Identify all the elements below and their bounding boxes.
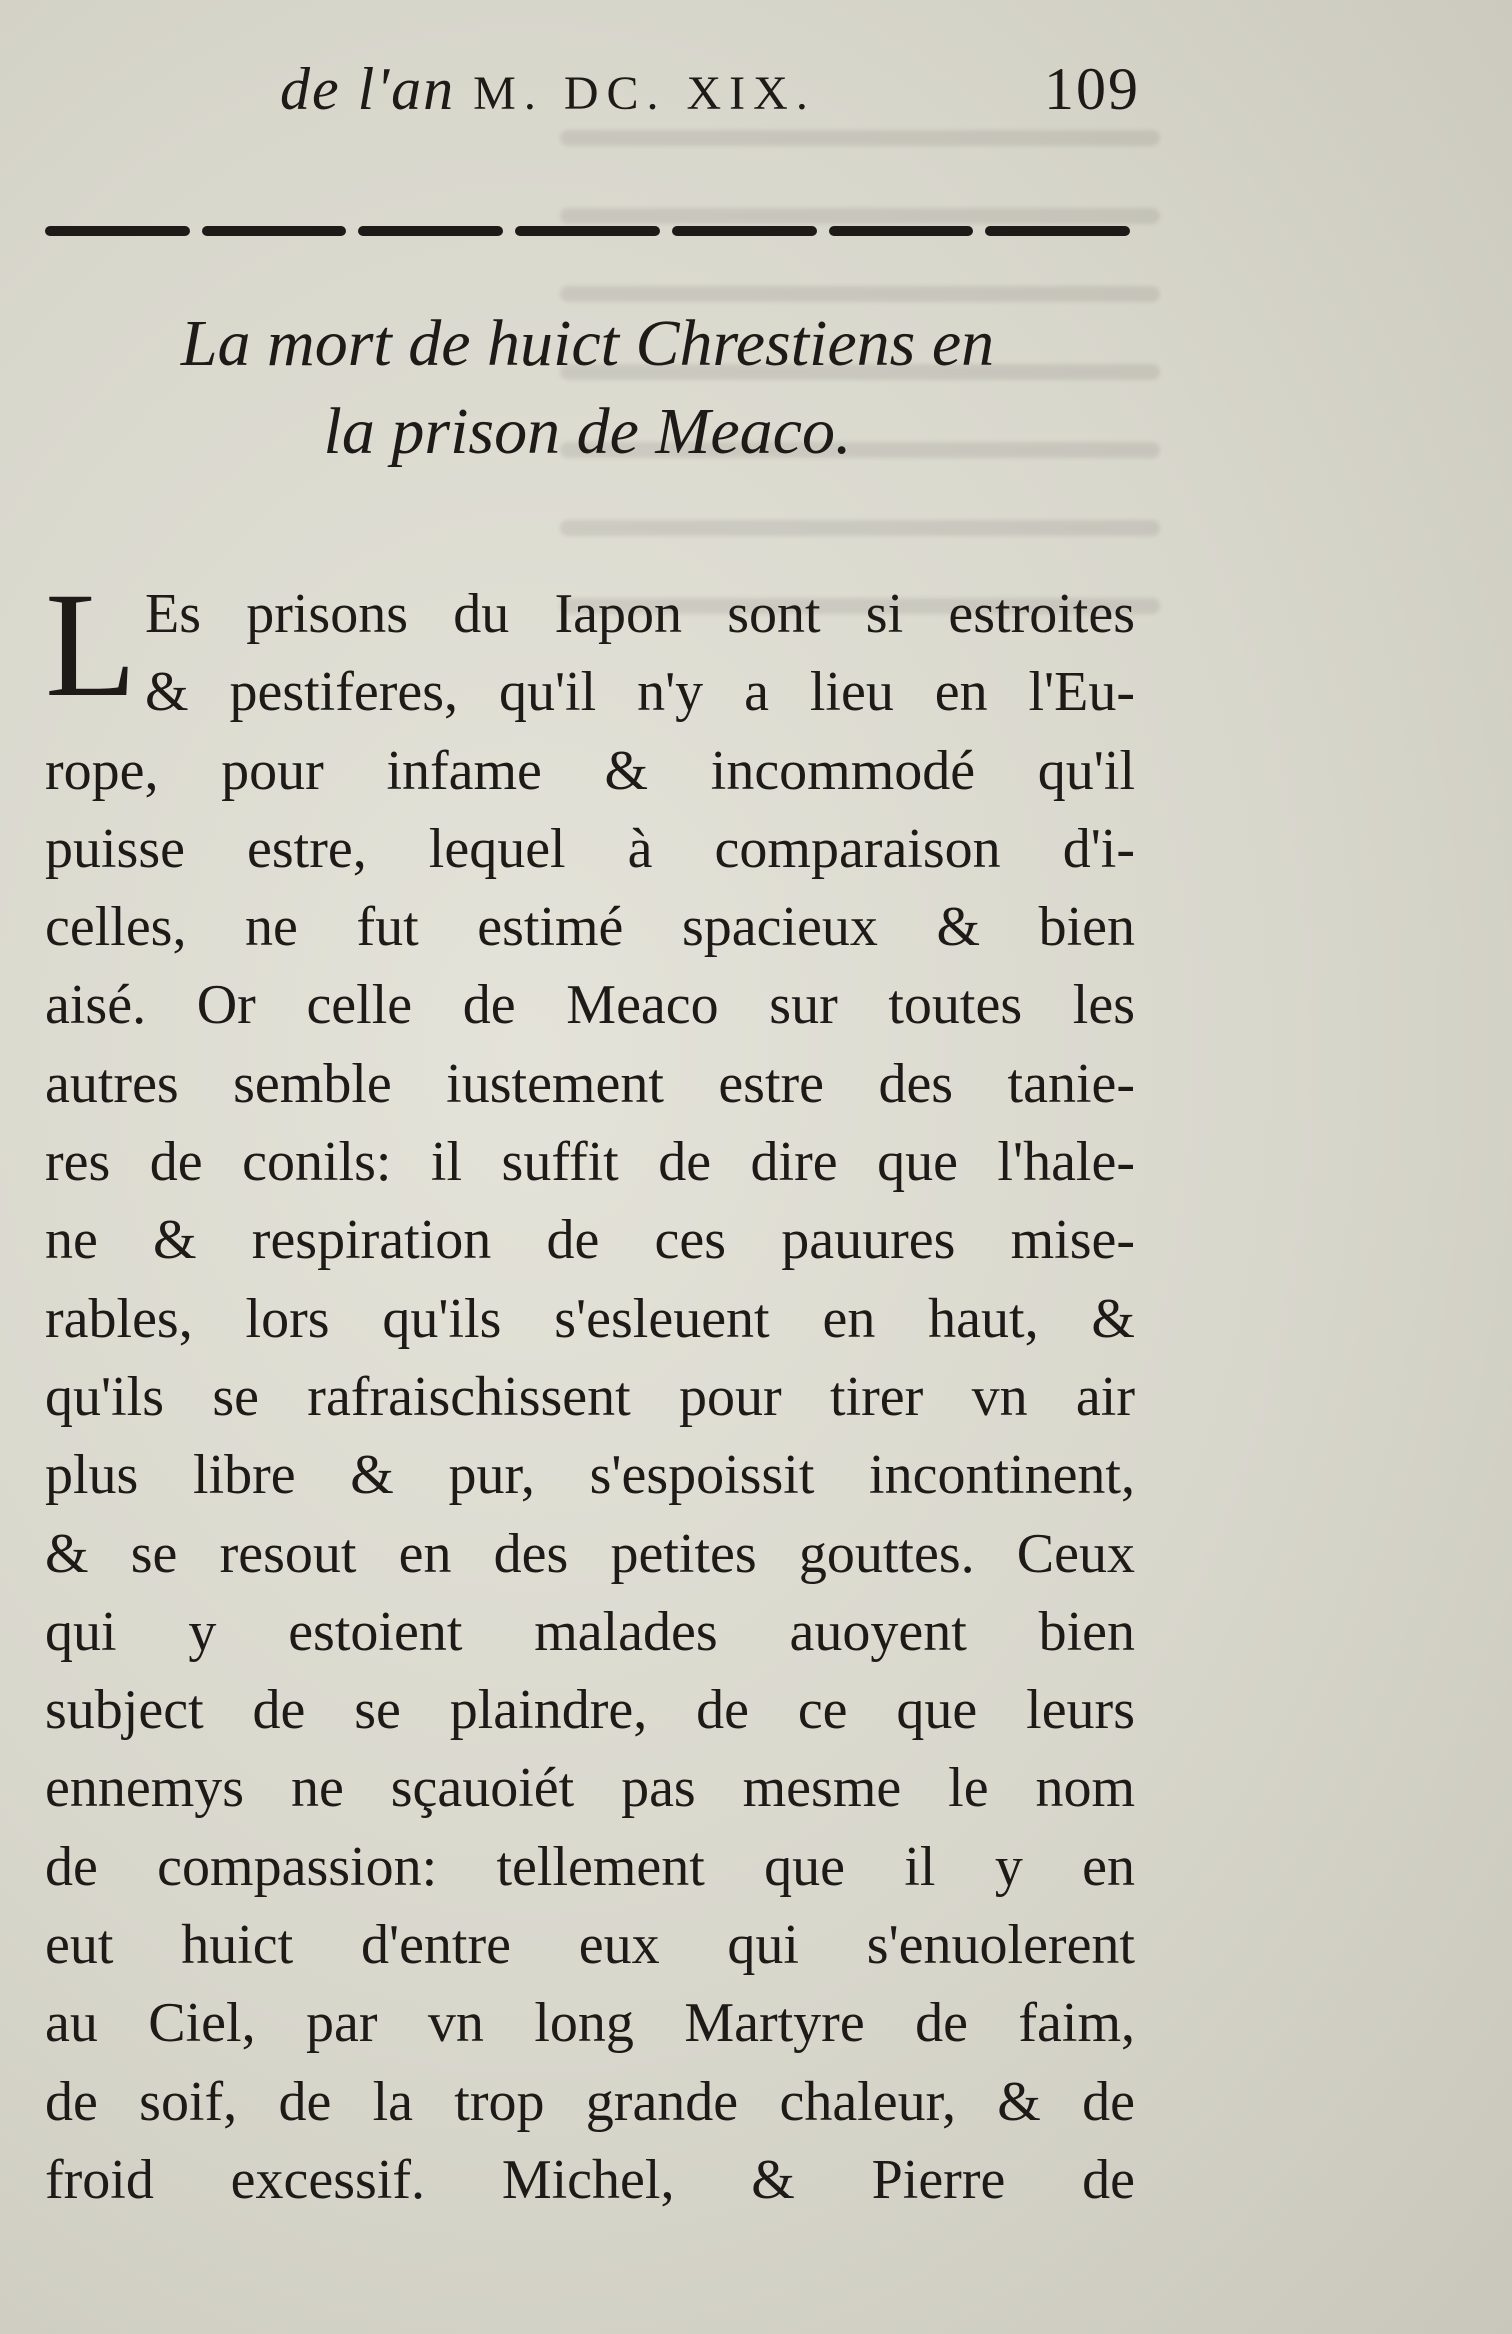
text-line: ne & respiration de ces pauures mise-	[45, 1209, 1135, 1272]
text-line: ennemys ne sçauoiét pas mesme le nom	[45, 1757, 1135, 1820]
text-line: rope, pour infame & incommodé qu'il	[45, 739, 1135, 802]
text-line: celles, ne fut estimé spacieux & bien	[45, 896, 1135, 959]
text-line: eut huict d'entre eux qui s'enuolerent	[45, 1914, 1135, 1977]
text-line: de soif, de la trop grande chaleur, & de	[45, 2070, 1135, 2133]
chapter-title-line-1: La mort de huict Chrestiens en	[180, 307, 995, 380]
text-line: qu'ils se rafraischissent pour tirer vn air	[45, 1365, 1135, 1428]
text-line: puisse estre, lequel à comparaison d'i-	[45, 817, 1135, 880]
running-head-title-text: de l'an	[280, 56, 456, 122]
text-line: res de conils: il suffit de dire que l'hale-	[45, 1131, 1135, 1194]
text-line: Es prisons du Iapon sont si estroites	[145, 583, 1135, 645]
text-line: qui y estoient malades auoyent bien	[45, 1600, 1135, 1663]
text-line: de compassion: tellement que il y en	[45, 1835, 1135, 1898]
text-line: & pestiferes, qu'il n'y a lieu en l'Eu-	[145, 661, 1135, 724]
text-line: aisé. Or celle de Meaco sur toutes les	[45, 974, 1135, 1037]
drop-cap: L	[45, 562, 137, 728]
drop-cap-block	[45, 562, 1135, 732]
chapter-title-line-2: la prison de Meaco.	[323, 395, 852, 468]
chapter-title	[45, 300, 1130, 476]
text-line: froid excessif. Michel, & Pierre de	[45, 2148, 1135, 2211]
body-text	[45, 562, 1135, 2219]
text-line: rables, lors qu'ils s'esleuent en haut, &	[45, 1287, 1135, 1350]
text-line: & se resout en des petites gouttes. Ceux	[45, 1522, 1135, 1585]
text-line: plus libre & pur, s'espoissit incontinent,	[45, 1444, 1135, 1507]
running-head	[280, 55, 1140, 145]
text-line: autres semble iustement estre des tanie-	[45, 1052, 1135, 1115]
ornamental-rule	[45, 226, 1130, 240]
text-line: subject de se plaindre, de ce que leurs	[45, 1679, 1135, 1742]
running-head-year: M. DC. XIX.	[473, 67, 816, 120]
page-number: 109	[1044, 56, 1140, 122]
running-head-title	[280, 55, 816, 124]
text-line: au Ciel, par vn long Martyre de faim,	[45, 1992, 1135, 2055]
